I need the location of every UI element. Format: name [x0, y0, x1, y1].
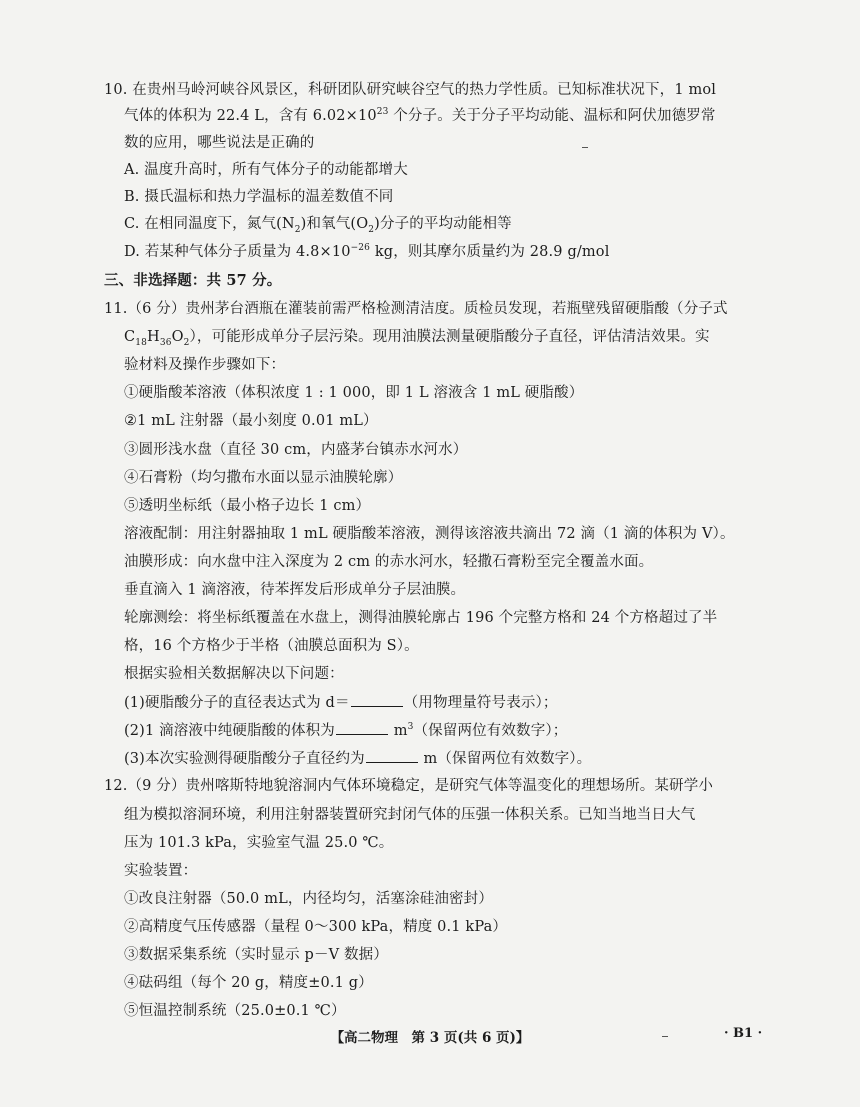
q12-stem-line-1: 12.（9 分）贵州喀斯特地貌溶洞内气体环境稳定，是研究气体等温变化的理想场所。某研学小	[104, 778, 713, 794]
q11-part-2: (2)1 滴溶液中纯硬脂酸的体积为 $m^3$（保留两位有效数字）；	[124, 720, 567, 741]
q11-material-3: ③圆形浅水盘（直径 30 cm，内盛茅台镇赤水河水）	[124, 442, 468, 458]
q11-step-6: 根据实验相关数据解决以下问题：	[124, 666, 344, 682]
q12-device-5: ⑤恒温控制系统（25.0±0.1 ℃）	[124, 1003, 346, 1019]
q11-step-1: 溶液配制：用注射器抽取 1 mL 硬脂酸苯溶液，测得该溶液共滴出 72 滴（1 滴的体积为 V）。	[124, 526, 735, 542]
q11-material-1: ①硬脂酸苯溶液（体积浓度 1 : 1 000，即 1 L 溶液含 1 mL 硬脂酸）	[124, 385, 584, 401]
section-heading: 三、非选择题：共 57 分。	[104, 272, 282, 289]
q12-stem-line-2: 组为模拟溶洞环境，利用注射器装置研究封闭气体的压强一体积关系。已知当地当日大气	[124, 807, 696, 823]
answer-blank-2[interactable]	[336, 720, 388, 735]
q11-stem-line-2: $C_{18}H_{36}O_2$），可能形成单分子层污染。现用油膜法测量硬脂酸分子直径，评估清洁效果。实	[124, 329, 710, 348]
q11-stem-line-1: 11.（6 分）贵州茅台酒瓶在灌装前需严格检测清洁度。质检员发现，若瓶壁残留硬脂酸（分子式	[104, 301, 728, 317]
page-footer: 【高二物理 第 3 页(共 6 页)】	[330, 1030, 530, 1046]
q11-material-4: ④石膏粉（均匀撒布水面以显示油膜轮廓）	[124, 470, 403, 486]
q10-stem-line-2: 气体的体积为 22.4 L，含有 $6.02\times 10^{23}$ 个分子。关于分子平均动能、温标和阿伏加德罗常	[124, 107, 716, 124]
q10-option-c: C. 在相同温度下，氮气$(N_2)$和氧气$(O_2)$分子的平均动能相等	[124, 216, 512, 235]
q11-step-4: 轮廓测绘：将坐标纸覆盖在水盘上，测得油膜轮廓占 196 个完整方格和 24 个方格超过了半	[124, 610, 718, 626]
q11-stem-line-3: 验材料及操作步骤如下：	[124, 357, 286, 373]
q10-option-a: A. 温度升高时，所有气体分子的动能都增大	[124, 162, 408, 178]
q12-device-4: ④砝码组（每个 20 g，精度±0.1 g）	[124, 975, 373, 991]
q10-stem-line-1: 10. 在贵州马岭河峡谷风景区，科研团队研究峡谷空气的热力学性质。已知标准状况下，1 mol	[104, 82, 717, 98]
version-code: · B1 ·	[724, 1026, 763, 1041]
scan-speck	[662, 1036, 668, 1037]
answer-blank-1[interactable]	[351, 692, 403, 707]
scan-speck	[582, 147, 588, 148]
q11-step-5: 格，16 个方格少于半格（油膜总面积为 S）。	[124, 638, 419, 654]
q11-material-2: ②1 mL 注射器（最小刻度 0.01 mL）	[124, 413, 378, 429]
q11-material-5: ⑤透明坐标纸（最小格子边长 1 cm）	[124, 498, 371, 514]
q12-stem-line-3: 压为 101.3 kPa，实验室气温 25.0 ℃。	[124, 835, 394, 851]
q10-option-d: D. 若某种气体分子质量为 $4.8\times 10^{-26}$ kg，则其摩尔质量约为 28.9 g/mol	[124, 243, 610, 260]
q12-apparatus-heading: 实验装置：	[124, 863, 198, 879]
q11-part-3: (3)本次实验测得硬脂酸分子直径约为 m（保留两位有效数字）。	[124, 748, 591, 769]
q12-device-2: ②高精度气压传感器（量程 0～300 kPa，精度 0.1 kPa）	[124, 919, 508, 935]
q11-step-3: 垂直滴入 1 滴溶液，待苯挥发后形成单分子层油膜。	[124, 582, 466, 598]
answer-blank-3[interactable]	[366, 748, 418, 763]
q11-step-2: 油膜形成：向水盘中注入深度为 2 cm 的赤水河水，轻撒石膏粉至完全覆盖水面。	[124, 554, 654, 570]
q12-device-1: ①改良注射器（50.0 mL，内径均匀，活塞涂硅油密封）	[124, 891, 493, 907]
q10-option-b: B. 摄氏温标和热力学温标的温差数值不同	[124, 189, 394, 205]
q11-part-1: (1)硬脂酸分子的直径表达式为 d＝ （用物理量符号表示）；	[124, 692, 558, 713]
q10-stem-line-3: 数的应用，哪些说法是正确的	[124, 135, 315, 151]
q12-device-3: ③数据采集系统（实时显示 p－V 数据）	[124, 947, 388, 963]
